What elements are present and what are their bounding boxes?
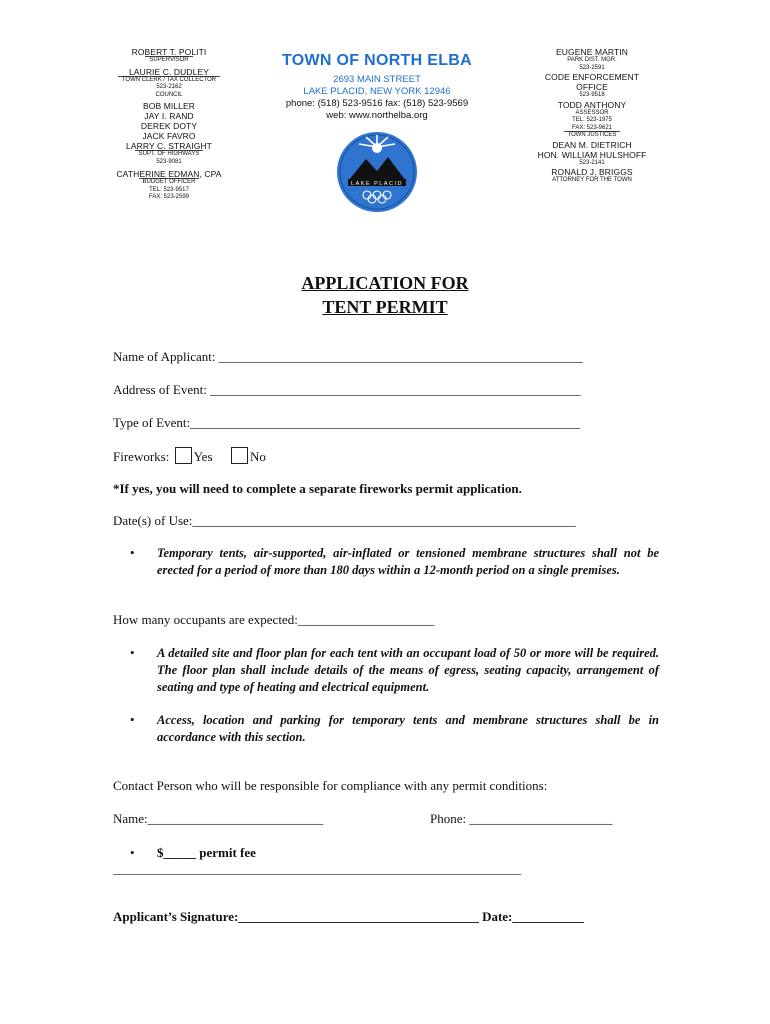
contact-phone-field[interactable]: Phone: ______________________ bbox=[430, 811, 613, 826]
office-phone: 523-9518 bbox=[579, 92, 605, 98]
official-name: EUGENE MARTIN bbox=[556, 47, 628, 57]
yes-label: Yes bbox=[193, 449, 213, 464]
official-fax: FAX: 523-2599 bbox=[148, 194, 190, 200]
logo-text: LAKE PLACID bbox=[351, 181, 403, 187]
dates-of-use-field[interactable]: Date(s) of Use:___________________________________________________________ bbox=[113, 513, 576, 528]
bullet-glyph: • bbox=[130, 845, 135, 860]
town-street: 2693 MAIN STREET bbox=[333, 74, 421, 85]
official-role: BUDGET OFFICER bbox=[94, 179, 244, 187]
office-name: OFFICE bbox=[576, 82, 608, 92]
official-name: HON. WILLIAM HULSHOFF bbox=[537, 149, 647, 160]
town-city: LAKE PLACID, NEW YORK 12946 bbox=[303, 86, 451, 97]
bullet-floor-plan-rule: A detailed site and floor plan for each tent with an occupant load of 50 or more will be required. The floor plan shall include details of the means of egress, seating capacity, arrangement of seating and type of heating and electrical equipment. bbox=[157, 646, 659, 694]
fireworks-label: Fireworks: bbox=[113, 449, 170, 464]
official-tel: TEL: 523-1975 bbox=[572, 117, 612, 123]
town-phone-fax: phone: (518) 523-9516 fax: (518) 523-9569 bbox=[285, 98, 469, 109]
official-role: PARK DIST. MGR. bbox=[567, 57, 617, 63]
bullet-access-rule: Access, location and parking for temporary tents and membrane structures shall be in accordance with this section. bbox=[157, 713, 659, 744]
event-type-field[interactable]: Type of Event:____________________________________________________________ bbox=[113, 415, 581, 430]
official-phone: 523-2162 bbox=[156, 84, 182, 90]
official-name: TODD ANTHONY bbox=[557, 99, 627, 110]
official-role: TOWN CLERK / TAX COLLECTOR bbox=[94, 77, 244, 85]
official-name: BOB MILLER bbox=[142, 101, 196, 111]
official-role: SUPT. OF HIGHWAYS bbox=[94, 151, 244, 159]
page-title bbox=[200, 271, 570, 319]
bullet-duration-rule: Temporary tents, air-supported, air-inflated or tensioned membrane structures shall not be erected for a period of more than 180 days within a 12-month period on a single premises. bbox=[157, 546, 659, 577]
official-fax: FAX: 523-9621 bbox=[571, 124, 613, 131]
signature-date-field[interactable]: Applicant’s Signature:_____________________________________ Date:___________ bbox=[113, 909, 584, 924]
town-name: TOWN OF NORTH ELBA bbox=[282, 52, 472, 69]
lake-placid-logo bbox=[336, 131, 418, 213]
bullet-glyph: • bbox=[130, 545, 135, 560]
permit-fee-field[interactable]: $_____ permit fee bbox=[157, 845, 256, 860]
bullet-glyph: • bbox=[130, 645, 135, 660]
title-line-1: APPLICATION FOR bbox=[301, 273, 469, 293]
official-name: ROBERT T. POLITI bbox=[131, 47, 207, 57]
applicant-name-field[interactable]: Name of Applicant: ________________________________________________________ bbox=[113, 349, 583, 364]
fireworks-yes-checkbox[interactable] bbox=[175, 447, 192, 464]
official-name: LAURIE C. DUDLEY bbox=[128, 66, 209, 77]
title-line-2: TENT PERMIT bbox=[322, 297, 448, 317]
official-name: CATHERINE EDMAN, CPA bbox=[116, 169, 222, 179]
official-role: ATTORNEY FOR THE TOWN bbox=[552, 177, 632, 183]
fireworks-note: *If yes, you will need to complete a separate fireworks permit application. bbox=[113, 481, 522, 496]
official-name: LARRY C. STRAIGHT bbox=[126, 141, 212, 151]
official-role: ASSESSOR bbox=[575, 109, 609, 116]
fireworks-no-checkbox[interactable] bbox=[231, 447, 248, 464]
council-label: COUNCIL bbox=[155, 91, 183, 98]
official-name: JAY I. RAND bbox=[144, 111, 194, 121]
official-name: JACK FAVRO bbox=[142, 131, 196, 141]
official-name: DEAN M. DIETRICH bbox=[552, 139, 632, 150]
no-label: No bbox=[250, 449, 266, 464]
contact-instructions: Contact Person who will be responsible for compliance with any permit conditions: bbox=[113, 778, 548, 793]
official-phone: 523-2591 bbox=[579, 64, 605, 71]
official-name: DEREK DOTY bbox=[140, 121, 198, 131]
official-name: RONALD J. BRIGGS bbox=[551, 167, 633, 177]
official-phone: 523-2141 bbox=[579, 159, 605, 166]
event-address-field[interactable]: Address of Event: _________________________________________________________ bbox=[113, 382, 581, 397]
official-role: SUPERVISOR bbox=[94, 57, 244, 65]
office-name: CODE ENFORCEMENT bbox=[544, 72, 640, 82]
official-phone: 523-9081 bbox=[156, 158, 182, 165]
contact-name-field[interactable]: Name:___________________________ bbox=[113, 811, 324, 826]
official-tel: TEL: 523-9517 bbox=[149, 186, 189, 193]
fireworks-row bbox=[113, 447, 266, 465]
fee-blank-line: ____________________________________________________________________ bbox=[113, 862, 521, 876]
letterhead-left-column bbox=[94, 47, 244, 202]
letterhead-center bbox=[262, 50, 492, 122]
bullet-glyph: • bbox=[130, 712, 135, 727]
justices-label: TOWN JUSTICES bbox=[517, 132, 667, 140]
letterhead-right-column bbox=[517, 47, 667, 185]
occupants-field[interactable]: How many occupants are expected:_____________________ bbox=[113, 612, 435, 627]
town-web: web: www.northelba.org bbox=[326, 110, 428, 121]
